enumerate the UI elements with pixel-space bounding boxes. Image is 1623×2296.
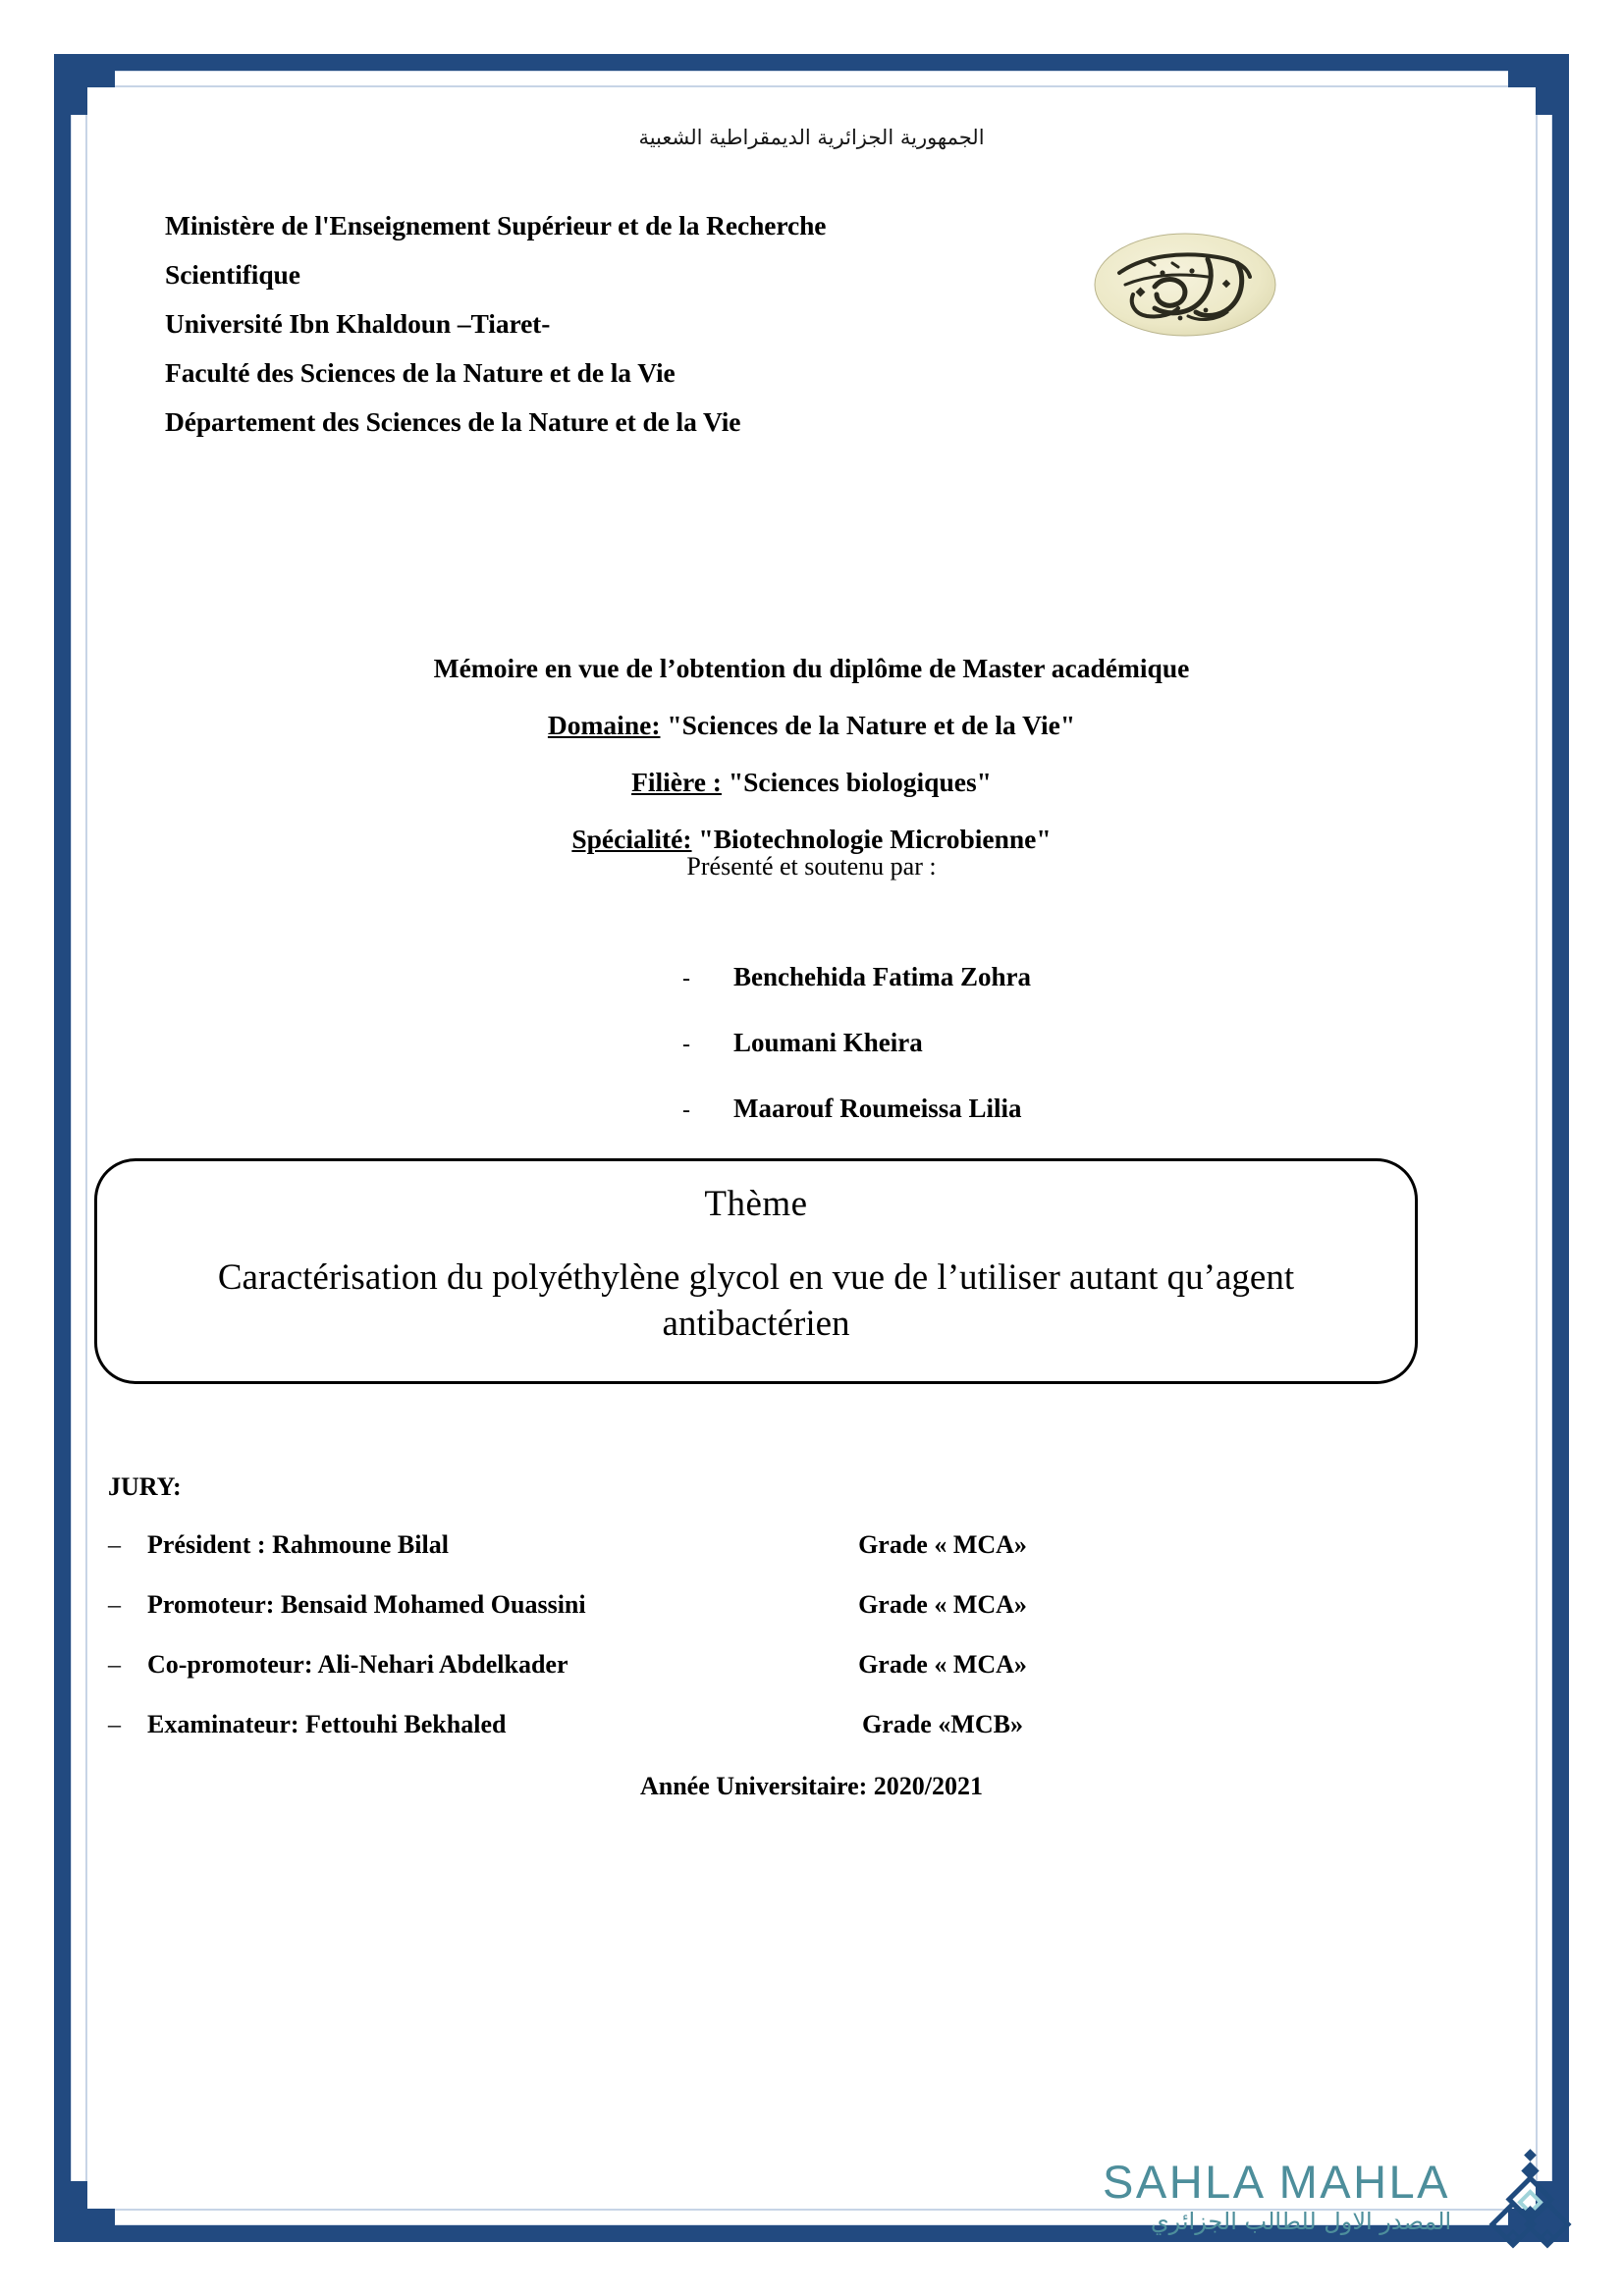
jury-member-grade: Grade « MCA» bbox=[858, 1590, 1027, 1619]
author-bullet: - bbox=[682, 966, 690, 991]
author-name: Loumani Kheira bbox=[733, 1028, 923, 1057]
jury-member-row bbox=[108, 1710, 1515, 1739]
field-domaine-value: "Sciences de la Nature et de la Vie" bbox=[667, 710, 1076, 740]
frame-corner-top-left bbox=[71, 71, 115, 87]
jury-member-row bbox=[108, 1590, 1515, 1620]
theme-box bbox=[94, 1158, 1418, 1384]
author-item bbox=[682, 1094, 1031, 1124]
jury-member-row bbox=[108, 1530, 1515, 1560]
jury-bullet: – bbox=[108, 1530, 121, 1559]
author-item bbox=[682, 1028, 1031, 1058]
memoire-line: Mémoire en vue de l’obtention du diplôme de Master académique bbox=[433, 653, 1190, 683]
watermark-arabic-tagline: المصدر الاول للطالب الجزائري bbox=[1150, 2208, 1452, 2235]
jury-member-grade: Grade «MCB» bbox=[862, 1710, 1023, 1738]
author-list bbox=[682, 962, 1031, 1159]
jury-bullet: – bbox=[108, 1590, 121, 1619]
frame-corner-bottom-right bbox=[1536, 2181, 1552, 2225]
author-item bbox=[682, 962, 1031, 992]
jury-member-name: Président : Rahmoune Bilal bbox=[147, 1530, 449, 1559]
frame-corner-top-right bbox=[1536, 71, 1552, 115]
field-domaine bbox=[108, 710, 1515, 741]
page-content bbox=[108, 108, 1515, 2188]
jury-member-name: Promoteur: Bensaid Mohamed Ouassini bbox=[147, 1590, 586, 1619]
jury-member-name: Co-promoteur: Ali-Nehari Abdelkader bbox=[147, 1650, 568, 1679]
author-bullet: - bbox=[682, 1097, 690, 1123]
watermark-brand-text: SAHLA MAHLA bbox=[1103, 2156, 1451, 2208]
institution-line-ministry-cont: Scientifique bbox=[165, 259, 300, 291]
jury-member-grade: Grade « MCA» bbox=[858, 1530, 1027, 1559]
frame-corner-top-left bbox=[71, 71, 87, 115]
field-domaine-label: Domaine: bbox=[547, 710, 661, 740]
frame-corner-bottom-right bbox=[1508, 2209, 1552, 2225]
academic-year: Année Universitaire: 2020/2021 bbox=[639, 1772, 984, 1800]
frame-corner-bottom-left bbox=[71, 2209, 115, 2225]
degree-block bbox=[108, 653, 1515, 881]
jury-heading: JURY: bbox=[108, 1472, 182, 1501]
author-bullet: - bbox=[682, 1032, 690, 1057]
institution-line-department: Département des Sciences de la Nature et de la Vie bbox=[165, 406, 741, 438]
field-filiere bbox=[108, 767, 1515, 798]
jury-bullet: – bbox=[108, 1650, 121, 1679]
jury-member-name: Examinateur: Fettouhi Bekhaled bbox=[147, 1710, 507, 1738]
jury-bullet: – bbox=[108, 1710, 121, 1738]
field-specialite-label: Spécialité: bbox=[571, 824, 692, 854]
jury-section bbox=[108, 1472, 1515, 1770]
author-name: Maarouf Roumeissa Lilia bbox=[733, 1094, 1022, 1123]
frame-corner-top-right bbox=[1508, 71, 1552, 87]
jury-member-row bbox=[108, 1650, 1515, 1680]
field-filiere-value: "Sciences biologiques" bbox=[728, 767, 992, 797]
theme-label: Thème bbox=[704, 1184, 808, 1224]
field-specialite bbox=[108, 824, 1515, 855]
university-logo bbox=[1090, 226, 1281, 344]
frame-corner-bottom-left bbox=[71, 2181, 87, 2225]
university-logo-icon bbox=[1090, 226, 1281, 344]
theme-title: Caractérisation du polyéthylène glycol en vue de l’utiliser autant qu’agent antibactérien bbox=[217, 1257, 1295, 1345]
field-specialite-value: "Biotechnologie Microbienne" bbox=[698, 824, 1052, 854]
institution-line-ministry: Ministère de l'Enseignement Supérieur et de la Recherche bbox=[165, 210, 827, 240]
arabic-republic-header: الجمهورية الجزائرية الديمقراطية الشعبية bbox=[638, 126, 985, 149]
institution-line-university: Université Ibn Khaldoun –Tiaret- bbox=[165, 308, 551, 340]
institution-line-faculty: Faculté des Sciences de la Nature et de la Vie bbox=[165, 357, 676, 389]
author-name: Benchehida Fatima Zohra bbox=[733, 962, 1032, 991]
field-filiere-label: Filière : bbox=[631, 767, 722, 797]
presented-by-label: Présenté et soutenu par : bbox=[686, 852, 937, 881]
institution-block bbox=[165, 201, 1009, 447]
jury-member-grade: Grade « MCA» bbox=[858, 1650, 1027, 1679]
